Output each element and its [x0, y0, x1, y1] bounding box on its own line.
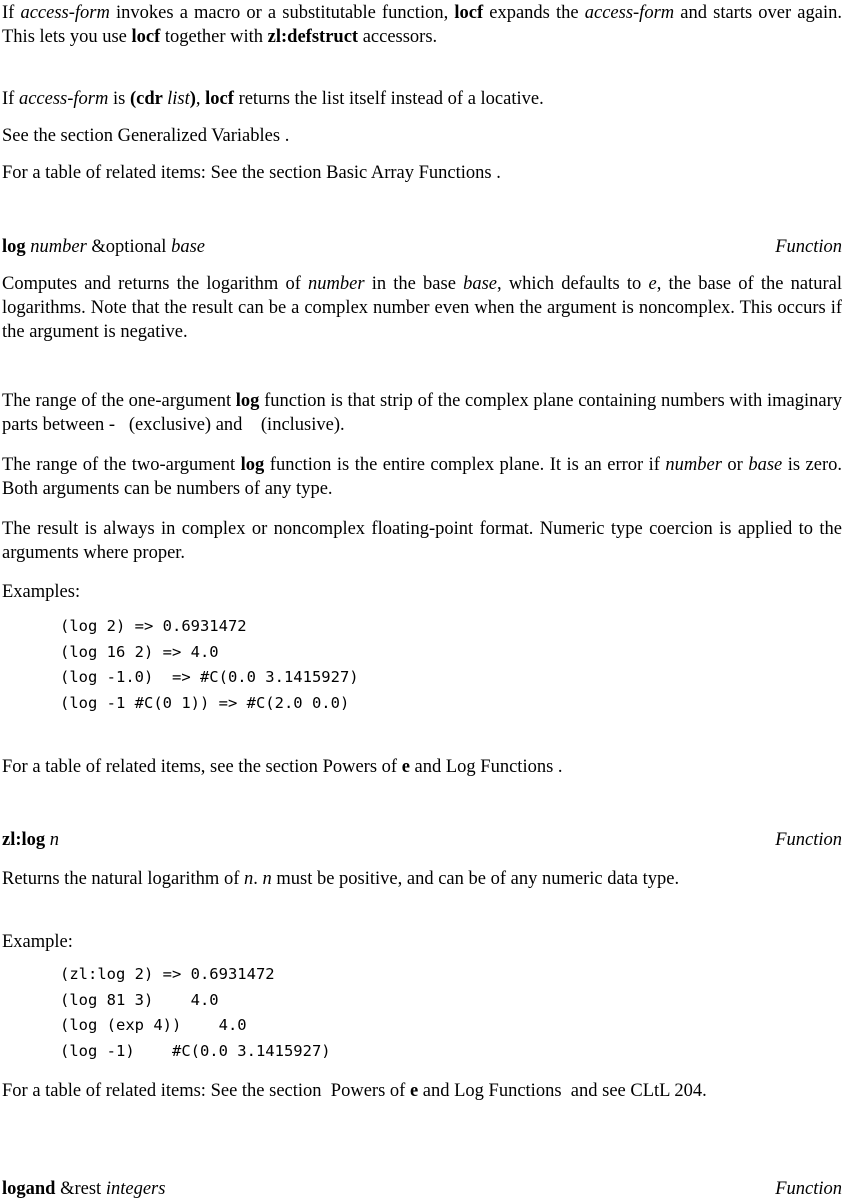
code-line: (log 2) => 0.6931472	[60, 617, 247, 635]
zllog-description: Returns the natural logarithm of n. n must be positive, and can be of any numeric data type.	[2, 869, 680, 889]
generalized-variables-link[interactable]: Generalized Variables	[117, 126, 281, 146]
log-two-argument-range: The range of the two-argument log function is the entire complex plane. It is an error if number or base is zero. Both arguments can be numbers of any type.	[2, 455, 842, 499]
basic-array-functions-link[interactable]: Basic Array Functions	[326, 163, 492, 183]
log-entry-kind: Function	[775, 237, 842, 257]
code-line: (zl:log 2) => 0.6931472	[60, 965, 275, 983]
zllog-examples-code	[2, 962, 331, 1064]
logand-function-name: logand	[2, 1179, 56, 1199]
locf-paragraph-cdr: If access-form is (cdr list), locf returns the list itself instead of a locative.	[2, 89, 544, 109]
log-one-argument-range: The range of the one-argument log function is that strip of the complex plane containing numbers with imaginary parts between - (exclusive) and (inclusive).	[2, 391, 842, 435]
logand-entry-kind: Function	[775, 1179, 842, 1199]
log-description: Computes and returns the logarithm of number in the base base, which defaults to e, the base of the natural logarithms. Note that the result can be a complex number even when the argument is noncomplex. This occurs if the argument is negative.	[2, 274, 842, 342]
zllog-example-label: Example:	[2, 932, 73, 952]
code-line: (log (exp 4)) 4.0	[60, 1016, 247, 1034]
code-line: (log -1) #C(0.0 3.1415927)	[60, 1041, 331, 1060]
code-line: (log -1 #C(0 1)) => #C(2.0 0.0)	[60, 693, 350, 712]
zllog-function-name: zl:log	[2, 830, 46, 850]
related-basic-array-functions: For a table of related items: See the section Basic Array Functions .	[2, 163, 501, 183]
zllog-arg-n: n	[49, 830, 60, 850]
log-arg-base: base	[171, 237, 205, 257]
log-function-name: log	[2, 237, 26, 257]
log-examples-label: Examples:	[2, 582, 81, 602]
code-line: (log 81 3) 4.0	[60, 990, 219, 1009]
zllog-entry-kind: Function	[775, 830, 842, 850]
log-result-format: The result is always in complex or noncomplex floating-point format. Numeric type coercion is applied to the arguments where proper.	[2, 519, 842, 563]
logand-entry-header: logand &rest integers Function	[2, 1179, 842, 1199]
log-entry-header: log number &optional base Function	[2, 237, 842, 257]
locf-paragraph-macro: If access-form invokes a macro or a substitutable function, locf expands the access-form and starts over again. This lets you use locf together with zl:defstruct accessors.	[2, 3, 842, 47]
see-section-generalized-variables: See the section Generalized Variables .	[2, 126, 290, 146]
zllog-related-items: For a table of related items: See the section Powers of e and Log Functions and see CLtL 204.	[2, 1081, 707, 1101]
powers-of-e-link[interactable]: Powers of e and Log Functions	[322, 757, 554, 777]
zllog-entry-header	[2, 828, 842, 852]
log-examples-code	[2, 614, 359, 716]
powers-of-e-link[interactable]: Powers of e and Log Functions	[330, 1081, 562, 1101]
log-related-items: For a table of related items, see the section Powers of e and Log Functions .	[2, 757, 563, 777]
logand-arg-integers: integers	[105, 1179, 166, 1199]
code-line: (log 16 2) => 4.0	[60, 642, 219, 661]
code-line: (log -1.0) => #C(0.0 3.1415927)	[60, 668, 359, 686]
log-arg-number: number	[30, 237, 87, 257]
